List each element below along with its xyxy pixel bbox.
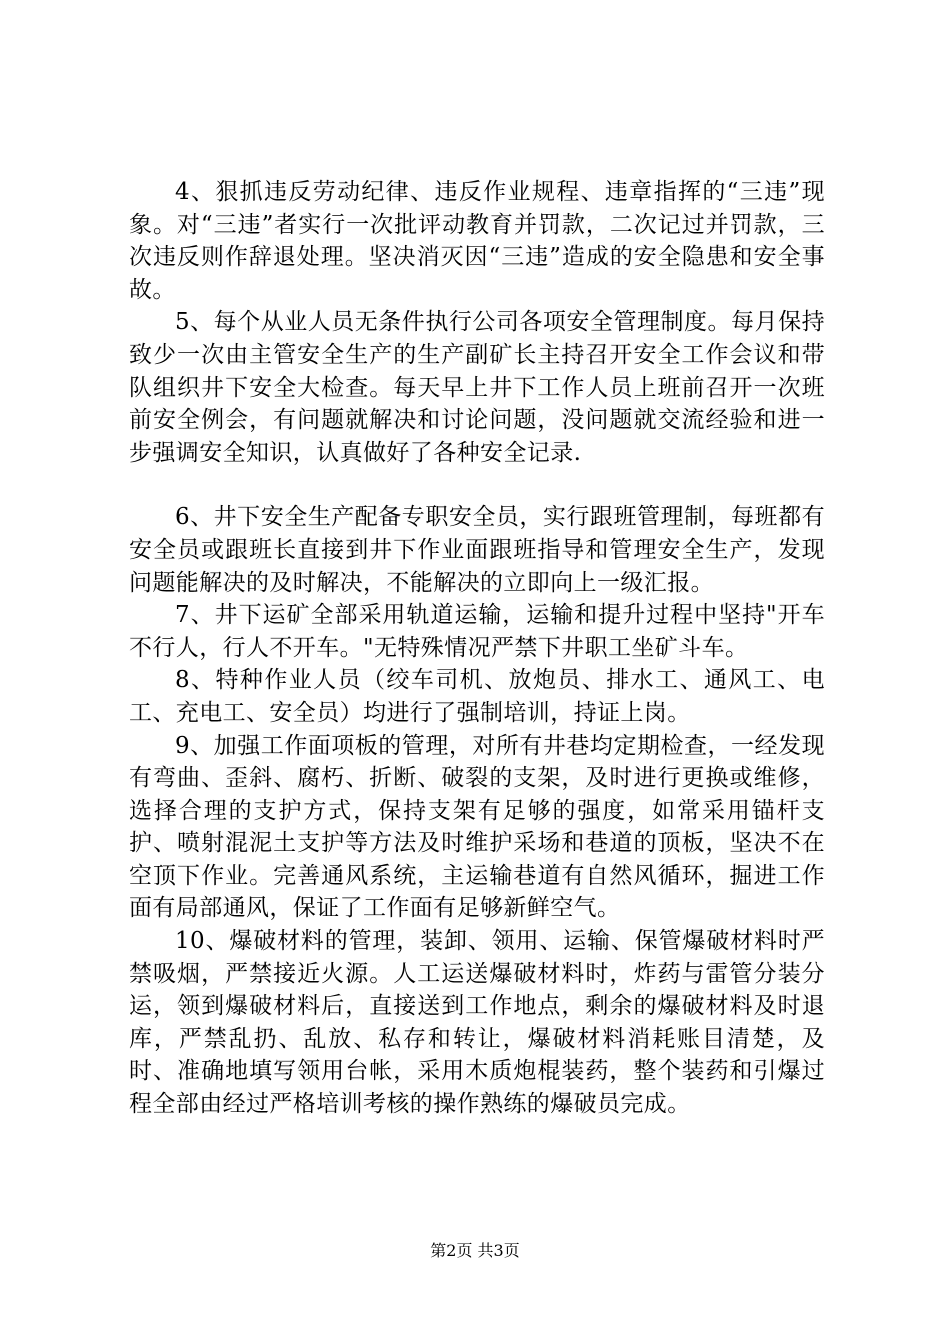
paragraph-item-5: 5、每个从业人员无条件执行公司各项安全管理制度。每月保持致少一次由主管安全生产的生产副矿长主持召开安全工作会议和带队组织井下安全大检查。每天早上井下工作人员上班前召开一次班前安全例会，有问题就解决和讨论问题，没问题就交流经验和进一步强调安全知识，认真做好了各种安全记录. [129,309,825,466]
paragraph-item-8: 8、特种作业人员（绞车司机、放炮员、排水工、通风工、电工、充电工、安全员）均进行了强制培训，持证上岗。 [129,667,825,726]
paragraph-item-4: 4、狠抓违反劳动纪律、违反作业规程、违章指挥的“三违”现象。对“三违”者实行一次批评动教育并罚款，二次记过并罚款，三次违反则作辞退处理。坚决消灭因“三违”造成的安全隐患和安全事故。 [129,179,825,303]
document-body [129,176,825,1121]
paragraph-item-6: 6、井下安全生产配备专职安全员，实行跟班管理制，每班都有安全员或跟班长直接到井下作业面跟班指导和管理安全生产，发现问题能解决的及时解决，不能解决的立即向上一级汇报。 [129,504,825,596]
paragraph-item-7: 7、井下运矿全部采用轨道运输，运输和提升过程中坚持"开车不行人，行人不开车。"无特殊情况严禁下井职工坐矿斗车。 [129,602,825,661]
paragraph-item-9: 9、加强工作面项板的管理，对所有井巷均定期检查，一经发现有弯曲、歪斜、腐朽、折断、破裂的支架，及时进行更换或维修，选择合理的支护方式，保持支架有足够的强度，如常采用锚杆支护、喷射混泥土支护等方法及时维护采场和巷道的顶板，坚决不在空顶下作业。完善通风系统，主运输巷道有自然风循环，掘进工作面有局部通风，保证了工作面有足够新鲜空气。 [129,732,825,922]
paragraph-item-10: 10、爆破材料的管理，装卸、领用、运输、保管爆破材料时严禁吸烟，严禁接近火源。人工运送爆破材料时，炸药与雷管分装分运，领到爆破材料后，直接送到工作地点，剩余的爆破材料及时退库，严禁乱扔、乱放、私存和转让，爆破材料消耗账目清楚，及时、准确地填写领用台帐，采用木质炮棍装药，整个装药和引爆过程全部由经过严格培训考核的操作熟练的爆破员完成。 [129,928,825,1118]
page-number-footer: 第2页 共3页 [430,1241,520,1260]
